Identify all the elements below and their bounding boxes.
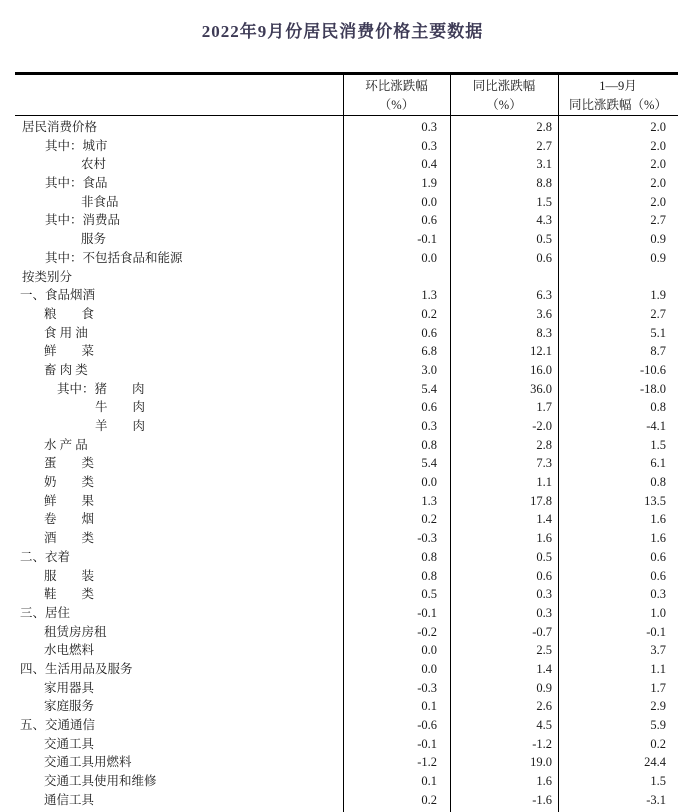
value-ytd: 0.6 [650, 549, 666, 564]
table-row [15, 679, 678, 698]
value-mom: 0.3 [421, 138, 437, 153]
row-label: 卷 烟 [44, 512, 95, 527]
value-mom: 1.9 [421, 176, 437, 191]
row-label: 四、生活用品及服务 [20, 661, 133, 676]
value-yoy: 16.0 [530, 362, 552, 377]
value-yoy: -2.0 [532, 419, 552, 433]
value-ytd: -0.1 [646, 624, 666, 639]
table-row [15, 660, 678, 679]
row-label: 一、食品烟酒 [20, 288, 96, 303]
row-label: 粮 食 [44, 306, 95, 321]
table-row [15, 155, 678, 174]
value-yoy: 2.6 [536, 699, 552, 714]
value-mom: 0.2 [421, 792, 437, 807]
row-label: 鲜 果 [44, 493, 95, 508]
value-ytd: 0.3 [650, 587, 666, 602]
value-ytd: 2.0 [650, 120, 666, 134]
column-header-ytd [558, 75, 678, 115]
row-label: 服务 [81, 232, 107, 247]
row-label: 羊 肉 [95, 419, 146, 433]
value-ytd: -3.1 [646, 792, 666, 807]
row-label: 居民消费价格 [22, 120, 98, 134]
row-label: 蛋 类 [44, 456, 95, 471]
row-label: 奶 类 [44, 475, 95, 490]
value-ytd: 0.8 [650, 400, 666, 415]
value-ytd: 1.7 [650, 680, 666, 695]
value-ytd: 1.9 [650, 288, 666, 303]
table-row [15, 118, 678, 137]
value-ytd: 1.6 [650, 512, 666, 527]
row-label: 酒 类 [44, 531, 95, 546]
value-yoy: 2.5 [536, 643, 552, 658]
table-row [15, 585, 678, 604]
value-yoy: 3.1 [536, 157, 552, 172]
table-row [15, 398, 678, 417]
value-ytd: 2.7 [650, 213, 666, 228]
value-mom: 0.0 [421, 475, 437, 490]
value-mom: 0.8 [421, 437, 437, 452]
value-ytd: -18.0 [639, 381, 666, 396]
value-ytd: 0.2 [650, 736, 666, 751]
column-header-ytd-line1: 1—9月 [599, 79, 637, 93]
value-ytd: 1.6 [650, 531, 666, 546]
value-ytd: 2.0 [650, 157, 666, 172]
row-label: 交通工具使用和维修 [44, 774, 157, 789]
value-yoy: 1.1 [536, 475, 552, 490]
table-row [15, 623, 678, 642]
table-row [15, 492, 678, 511]
value-ytd: 1.5 [650, 437, 666, 452]
column-divider-3 [558, 75, 559, 812]
table-row [15, 305, 678, 324]
value-mom: 0.5 [421, 587, 437, 602]
column-header-yoy-line2: （%） [486, 98, 522, 112]
table-row [15, 641, 678, 660]
value-ytd: 6.1 [650, 456, 666, 471]
table-row [15, 380, 678, 399]
value-ytd: 24.4 [644, 755, 666, 770]
value-yoy: 0.9 [536, 680, 552, 695]
value-mom: 0.0 [421, 661, 437, 676]
row-label: 二、衣着 [20, 549, 71, 564]
value-ytd: 1.5 [650, 774, 666, 789]
row-label: 食 用 油 [44, 325, 88, 340]
value-yoy: 0.3 [536, 587, 552, 602]
value-yoy: 2.8 [536, 437, 552, 452]
value-yoy: 1.6 [536, 774, 552, 789]
row-label: 鲜 菜 [44, 344, 95, 359]
table-row [15, 604, 678, 623]
value-mom [343, 268, 450, 287]
table-row [15, 567, 678, 586]
value-mom: 0.2 [421, 306, 437, 321]
value-yoy: -1.6 [532, 792, 552, 807]
value-yoy: 17.8 [530, 493, 552, 508]
value-yoy: 0.6 [536, 568, 552, 583]
value-yoy: 2.8 [536, 120, 552, 134]
table-row [15, 193, 678, 212]
value-yoy: 19.0 [530, 755, 552, 770]
column-header-ytd-line2: 同比涨跌幅（%） [569, 98, 667, 112]
value-yoy [450, 268, 558, 287]
row-label: 其中：城市 [45, 138, 108, 153]
value-ytd: 5.1 [650, 325, 666, 340]
table-row [15, 268, 678, 287]
value-mom: -0.6 [417, 718, 437, 732]
value-mom: -1.2 [417, 755, 437, 770]
value-mom: -0.2 [417, 624, 437, 639]
row-label: 其中：消费品 [45, 213, 121, 228]
value-ytd: 0.6 [650, 568, 666, 583]
row-label: 牛 肉 [95, 400, 146, 415]
value-yoy: -0.7 [532, 624, 552, 639]
value-yoy: 8.8 [536, 176, 552, 191]
column-header-mom [343, 75, 450, 115]
value-mom: 1.3 [421, 493, 437, 508]
value-yoy: 0.3 [536, 605, 552, 620]
value-yoy: 4.3 [536, 213, 552, 228]
value-mom: 0.6 [421, 400, 437, 415]
table-row [15, 529, 678, 548]
row-label: 家用器具 [44, 680, 95, 695]
row-label: 家庭服务 [44, 699, 95, 714]
table-row [15, 735, 678, 754]
value-ytd: 2.0 [650, 138, 666, 153]
row-label: 畜 肉 类 [44, 362, 88, 377]
value-ytd: 0.9 [650, 232, 666, 247]
table-row [15, 716, 678, 735]
value-yoy: 0.5 [536, 232, 552, 247]
cpi-data-table [15, 72, 678, 812]
row-label: 五、交通通信 [20, 718, 96, 732]
table-row [15, 753, 678, 772]
value-yoy: 1.4 [536, 661, 552, 676]
value-ytd: 2.9 [650, 699, 666, 714]
column-header-category [15, 75, 343, 115]
table-row [15, 548, 678, 567]
value-mom: 0.4 [421, 157, 437, 172]
row-label: 其中：不包括食品和能源 [45, 250, 183, 265]
value-mom: -0.1 [417, 736, 437, 751]
column-divider-1 [343, 75, 344, 812]
value-ytd: -10.6 [639, 362, 666, 377]
value-mom: 0.6 [421, 213, 437, 228]
value-ytd: 3.7 [650, 643, 666, 658]
row-label: 交通工具 [44, 736, 95, 751]
value-ytd: 1.1 [650, 661, 666, 676]
value-yoy: 36.0 [530, 381, 552, 396]
value-mom: 0.0 [421, 194, 437, 209]
table-row [15, 772, 678, 791]
table-row [15, 211, 678, 230]
page-title: 2022年9月份居民消费价格主要数据 [201, 22, 484, 41]
table-row [15, 286, 678, 305]
value-yoy: 8.3 [536, 325, 552, 340]
row-label: 其中：食品 [45, 176, 108, 191]
value-mom: -0.1 [417, 605, 437, 620]
value-yoy: 4.5 [536, 718, 552, 732]
table-row [15, 436, 678, 455]
value-mom: 0.8 [421, 568, 437, 583]
table-row [15, 230, 678, 249]
value-mom: 6.8 [421, 344, 437, 359]
value-ytd: 1.0 [650, 605, 666, 620]
value-yoy: 0.6 [536, 250, 552, 265]
value-mom: 5.4 [421, 381, 437, 396]
value-ytd: 0.9 [650, 250, 666, 265]
column-divider-2 [450, 75, 451, 812]
value-ytd: 2.0 [650, 176, 666, 191]
table-row [15, 791, 678, 810]
value-ytd: 5.9 [650, 718, 666, 732]
value-yoy: 1.4 [536, 512, 552, 527]
row-label: 服 装 [44, 568, 95, 583]
value-mom: 5.4 [421, 456, 437, 471]
value-mom: 0.1 [421, 699, 437, 714]
table-row [15, 473, 678, 492]
column-header-yoy-line1: 同比涨跌幅 [472, 79, 536, 93]
column-header-mom-line2: （%） [378, 98, 415, 112]
value-mom: 0.0 [421, 250, 437, 265]
row-label: 农村 [81, 157, 107, 172]
value-ytd: 2.7 [650, 306, 666, 321]
row-label: 水电燃料 [44, 643, 95, 658]
value-mom: 0.8 [421, 549, 437, 564]
table-row [15, 324, 678, 343]
row-label: 三、居住 [20, 605, 71, 620]
value-mom: 1.3 [421, 288, 437, 303]
table-row [15, 174, 678, 193]
table-header-row [15, 75, 678, 116]
row-label: 按类别分 [22, 269, 73, 284]
value-yoy: 3.6 [536, 306, 552, 321]
row-label: 非食品 [81, 194, 119, 209]
value-mom: 0.0 [421, 643, 437, 658]
value-ytd [558, 268, 678, 287]
table-row [15, 342, 678, 361]
value-ytd: -4.1 [646, 419, 666, 433]
table-body [15, 116, 678, 809]
table-row [15, 137, 678, 156]
table-row [15, 697, 678, 716]
value-yoy: 1.5 [536, 194, 552, 209]
value-yoy: 0.5 [536, 549, 552, 564]
row-label: 通信工具 [44, 792, 95, 807]
value-yoy: 7.3 [536, 456, 552, 471]
row-label: 交通工具用燃料 [44, 755, 132, 770]
column-header-yoy [450, 75, 558, 115]
table-row [15, 249, 678, 268]
value-mom: 3.0 [421, 362, 437, 377]
value-mom: 0.1 [421, 774, 437, 789]
value-ytd: 2.0 [650, 194, 666, 209]
value-ytd: 13.5 [644, 493, 666, 508]
value-mom: 0.6 [421, 325, 437, 340]
value-mom: 0.2 [421, 512, 437, 527]
value-mom: 0.3 [421, 419, 437, 433]
column-header-mom-line1: 环比涨跌幅 [365, 79, 428, 93]
value-yoy: 12.1 [530, 344, 552, 359]
value-yoy: 1.7 [536, 400, 552, 415]
value-ytd: 8.7 [650, 344, 666, 359]
table-row [15, 417, 678, 436]
row-label: 其中：猪 肉 [57, 381, 145, 396]
value-yoy: 2.7 [536, 138, 552, 153]
row-label: 水 产 品 [44, 437, 88, 452]
value-yoy: -1.2 [532, 736, 552, 751]
table-row [15, 361, 678, 380]
table-row [15, 454, 678, 473]
value-yoy: 6.3 [536, 288, 552, 303]
value-yoy: 1.6 [536, 531, 552, 546]
table-row [15, 510, 678, 529]
value-mom: -0.3 [417, 531, 437, 546]
value-ytd: 0.8 [650, 475, 666, 490]
row-label: 鞋 类 [44, 587, 95, 602]
value-mom: -0.3 [417, 680, 437, 695]
value-mom: 0.3 [421, 120, 437, 134]
row-label: 租赁房房租 [44, 624, 107, 639]
value-mom: -0.1 [417, 232, 437, 247]
